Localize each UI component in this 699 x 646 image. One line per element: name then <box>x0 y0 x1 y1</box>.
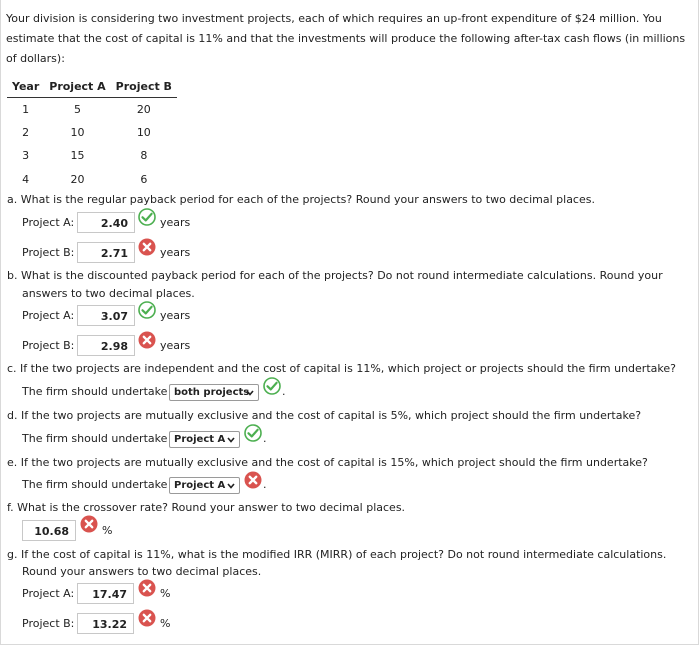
question-g-project-a-unit: % <box>160 587 171 600</box>
table-row <box>7 98 177 122</box>
cell-project-a: 15 <box>70 149 85 163</box>
question-b-project-b-status-icon <box>138 331 156 349</box>
cell-project-b: 20 <box>136 103 151 117</box>
question-b-project-a-unit: years <box>160 309 191 322</box>
check-circle-icon <box>263 377 281 395</box>
question-g-text-line1: g. If the cost of capital is 11%, what is the modified IRR (MIRR) of each project? Do not round intermediate calculations. <box>7 548 667 561</box>
question-d-status-icon <box>244 424 262 442</box>
question-b-text-line1: b. What is the discounted payback period for each of the projects? Do not round intermediate calculations. Round your <box>7 269 663 282</box>
question-a-project-b-status-icon <box>138 238 156 256</box>
question-b-project-b-input[interactable]: 2.98 <box>77 335 135 356</box>
question-a-project-a-unit: years <box>160 216 191 229</box>
question-a-project-b-label: Project B: <box>22 246 75 259</box>
question-c-status-icon <box>263 377 281 395</box>
check-circle-icon <box>138 301 156 319</box>
question-e-select[interactable] <box>169 477 240 494</box>
cell-project-b: 8 <box>140 149 148 163</box>
question-f-unit: % <box>102 524 113 537</box>
question-b-project-b-unit: years <box>160 339 191 352</box>
question-e-suffix: . <box>263 478 267 491</box>
question-e-prefix: The firm should undertake <box>22 478 168 491</box>
table-row <box>7 168 177 191</box>
question-g-project-b-label: Project B: <box>22 617 75 630</box>
question-a-project-a-status-icon <box>138 208 156 226</box>
question-a-project-b-input[interactable]: 2.71 <box>77 242 135 263</box>
question-g-project-b-status-icon <box>138 609 156 627</box>
question-a-project-a-label: Project A: <box>22 216 75 229</box>
cell-project-a: 20 <box>70 172 85 186</box>
question-g-project-a-input[interactable]: 17.47 <box>77 583 134 604</box>
question-f-input[interactable]: 10.68 <box>22 520 76 541</box>
question-e-status-icon <box>244 471 262 489</box>
question-g-project-b-unit: % <box>160 617 171 630</box>
question-d-suffix: . <box>263 432 267 445</box>
cell-year: 4 <box>22 172 30 186</box>
question-g-text-line2: Round your answers to two decimal places. <box>22 565 262 578</box>
chevron-down-icon <box>227 437 235 443</box>
question-d-select[interactable] <box>169 431 240 448</box>
x-circle-icon <box>138 331 156 349</box>
col-header-project-b: Project B <box>111 78 177 98</box>
x-circle-icon <box>138 609 156 627</box>
table-header-row <box>7 78 177 98</box>
problem-intro: Your division is considering two investment projects, each of which requires an up-front expenditure of $24 million. You estimate that the cost of capital is 11% and that the investments will produce the following after-tax cash flows (in millions of dollars): <box>6 12 686 65</box>
x-circle-icon <box>138 579 156 597</box>
col-header-year: Year <box>7 78 44 98</box>
chevron-down-icon <box>246 390 254 396</box>
question-b-text-line2: answers to two decimal places. <box>22 287 195 300</box>
cell-project-a: 5 <box>73 103 81 117</box>
table-row <box>7 121 177 144</box>
question-d-selected-value: Project A <box>174 434 226 445</box>
question-b-project-a-status-icon <box>138 301 156 319</box>
cell-project-b: 6 <box>140 172 148 186</box>
question-c-select[interactable] <box>169 384 259 401</box>
question-c-prefix: The firm should undertake <box>22 385 168 398</box>
question-d-prefix: The firm should undertake <box>22 432 168 445</box>
cell-year: 1 <box>22 103 30 117</box>
question-c-selected-value: both projects <box>174 387 250 398</box>
question-b-project-b-label: Project B: <box>22 339 75 352</box>
question-a-project-a-input[interactable]: 2.40 <box>77 212 135 233</box>
col-header-project-a: Project A <box>44 78 110 98</box>
question-f-text: f. What is the crossover rate? Round your answer to two decimal places. <box>7 501 406 514</box>
table-row <box>7 144 177 167</box>
check-circle-icon <box>244 424 262 442</box>
cell-year: 2 <box>22 126 30 140</box>
question-g-project-b-input[interactable]: 13.22 <box>77 613 134 634</box>
cash-flow-table <box>7 78 177 191</box>
question-a-project-b-unit: years <box>160 246 191 259</box>
question-a-text: a. What is the regular payback period for each of the projects? Round your answers to two decimal places. <box>7 193 595 206</box>
question-f-status-icon <box>80 515 98 533</box>
chevron-down-icon <box>227 483 235 489</box>
x-circle-icon <box>80 515 98 533</box>
question-d-text: d. If the two projects are mutually exclusive and the cost of capital is 5%, which project should the firm undertake? <box>7 409 642 422</box>
question-g-project-a-status-icon <box>138 579 156 597</box>
check-circle-icon <box>138 208 156 226</box>
x-circle-icon <box>138 238 156 256</box>
question-b-project-a-input[interactable]: 3.07 <box>77 305 135 326</box>
x-circle-icon <box>244 471 262 489</box>
cell-project-a: 10 <box>70 126 85 140</box>
question-b-project-a-label: Project A: <box>22 309 75 322</box>
question-e-selected-value: Project A <box>174 480 226 491</box>
question-c-suffix: . <box>282 385 286 398</box>
question-c-text: c. If the two projects are independent and the cost of capital is 11%, which project or projects should the firm undertake? <box>7 362 676 375</box>
question-e-text: e. If the two projects are mutually exclusive and the cost of capital is 15%, which project should the firm undertake? <box>7 456 648 469</box>
cell-project-b: 10 <box>136 126 151 140</box>
question-g-project-a-label: Project A: <box>22 587 75 600</box>
cell-year: 3 <box>22 149 30 163</box>
